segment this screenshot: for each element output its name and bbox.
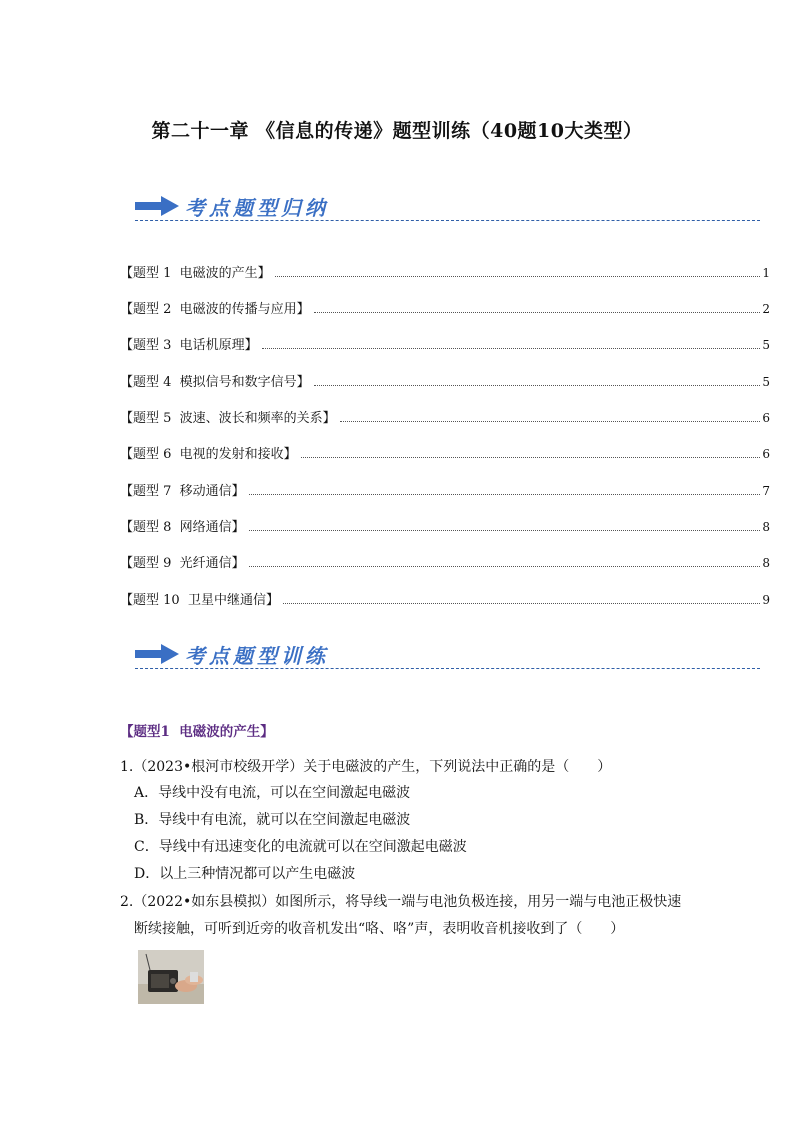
toc-leader-dots (314, 384, 761, 386)
toc-item-label: 【题型 6 电视的发射和接收】 (120, 447, 297, 462)
toc-item-page: 7 (762, 484, 770, 498)
banner-title: 考点题型归纳 (185, 196, 329, 220)
toc-item[interactable] (120, 480, 770, 500)
question-1-option-d: D．以上三种情况都可以产生电磁波 (134, 866, 356, 882)
arrow-right-icon (135, 644, 179, 664)
question-1-option-c: C．导线中有迅速变化的电流就可以在空间激起电磁波 (134, 839, 467, 855)
banner-divider (135, 220, 760, 221)
section-banner-practice (135, 640, 760, 670)
toc-item-page: 8 (762, 556, 770, 570)
toc-item-label: 【题型 1 电磁波的产生】 (120, 266, 271, 281)
toc-item-label: 【题型 9 光纤通信】 (120, 556, 245, 571)
toc-item[interactable] (120, 552, 770, 572)
toc-item[interactable] (120, 407, 770, 427)
toc-item-label: 【题型 7 移动通信】 (120, 484, 245, 499)
toc-item-page: 8 (762, 520, 770, 534)
radio-experiment-photo (138, 950, 204, 1004)
toc-item[interactable] (120, 298, 770, 318)
toc-leader-dots (275, 275, 761, 277)
toc-leader-dots (249, 565, 761, 567)
toc-item[interactable] (120, 443, 770, 463)
toc-item-page: 9 (762, 593, 770, 607)
toc-leader-dots (340, 420, 761, 422)
banner-title: 考点题型训练 (185, 644, 329, 668)
toc-item-label: 【题型 8 网络通信】 (120, 520, 245, 535)
toc-item-page: 6 (762, 447, 770, 461)
toc-leader-dots (249, 493, 761, 495)
question-2-stem-line1: 2.（2022•如东县模拟）如图所示，将导线一端与电池负极连接，用另一端与电池正极快速 (120, 894, 682, 910)
toc-leader-dots (301, 456, 761, 458)
toc-leader-dots (283, 602, 760, 604)
banner-divider (135, 668, 760, 669)
toc-leader-dots (314, 311, 761, 313)
question-1-stem: 1.（2023•根河市校级开学）关于电磁波的产生，下列说法中正确的是（ ） (120, 759, 612, 775)
toc-item-label: 【题型 2 电磁波的传播与应用】 (120, 302, 310, 317)
toc-item[interactable] (120, 516, 770, 536)
arrow-right-icon (135, 196, 179, 216)
question-1-option-b: B．导线中有电流，就可以在空间激起电磁波 (134, 812, 411, 828)
toc-item-page: 2 (762, 302, 770, 316)
toc-item-page: 5 (762, 375, 770, 389)
section-banner-summary (135, 192, 760, 222)
toc-item-page: 1 (762, 266, 770, 280)
toc-item-page: 6 (762, 411, 770, 425)
toc-item[interactable] (120, 334, 770, 354)
toc-item[interactable] (120, 371, 770, 391)
toc-item-page: 5 (762, 338, 770, 352)
toc-item-label: 【题型 10 卫星中继通信】 (120, 593, 279, 608)
question-type-heading: 【题型1 电磁波的产生】 (120, 724, 274, 740)
question-1-option-a: A．导线中没有电流，可以在空间激起电磁波 (134, 785, 411, 801)
toc-leader-dots (262, 347, 761, 349)
toc-item[interactable] (120, 589, 770, 609)
question-2-stem-line2: 断续接触，可听到近旁的收音机发出“咯、咯”声，表明收音机接收到了（ ） (134, 921, 625, 937)
toc-item-label: 【题型 5 波速、波长和频率的关系】 (120, 411, 336, 426)
toc-item[interactable] (120, 262, 770, 282)
page-title: 第二十一章 《信息的传递》题型训练（40题10大类型） (151, 120, 643, 142)
toc-item-label: 【题型 4 模拟信号和数字信号】 (120, 375, 310, 390)
toc-leader-dots (249, 529, 761, 531)
toc-item-label: 【题型 3 电话机原理】 (120, 338, 258, 353)
